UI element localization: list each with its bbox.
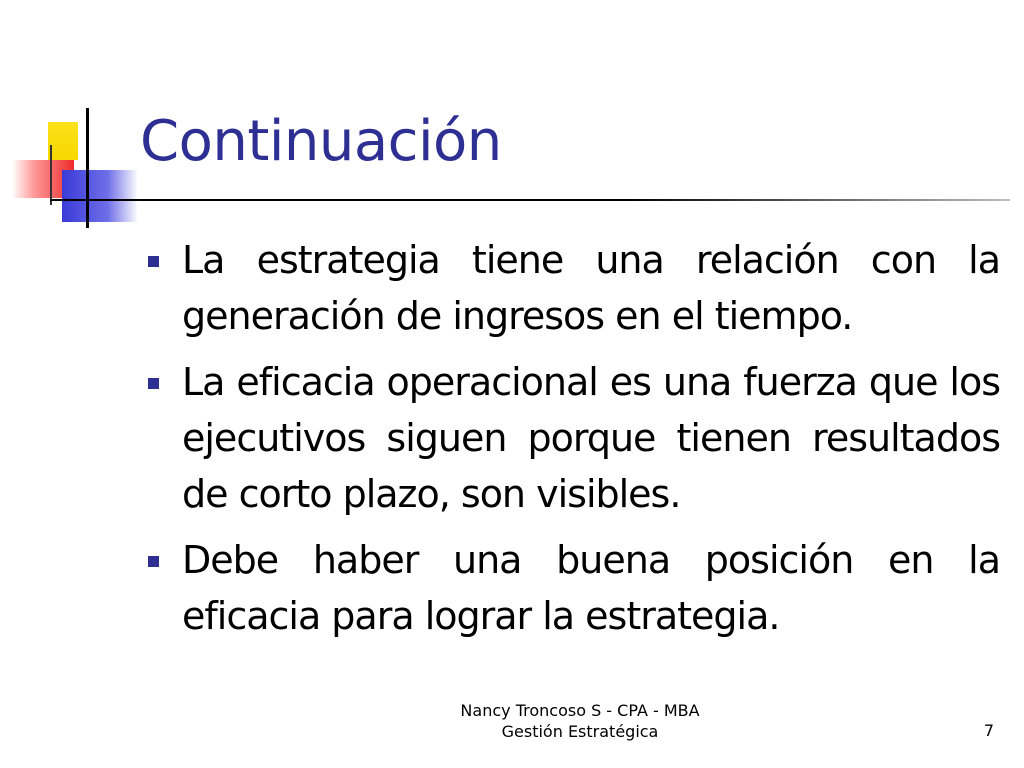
slide-title: Continuación: [140, 109, 502, 174]
bullet-item: [140, 232, 1000, 344]
page-number: 7: [983, 721, 994, 740]
square-bullet-icon: [148, 378, 159, 389]
vertical-divider-thin: [50, 145, 52, 205]
bullet-text: Debe haber una buena posición en la eficacia para lograr la estrategia.: [182, 538, 1000, 638]
bullet-item: [140, 354, 1000, 522]
square-bullet-icon: [148, 556, 159, 567]
vertical-divider: [86, 108, 89, 228]
bullet-text: La eficacia operacional es una fuerza que los ejecutivos siguen porque tienen resultados de corto plazo, son visibles.: [182, 360, 1000, 516]
bullet-list: [140, 232, 1000, 654]
footer: [380, 700, 780, 742]
decorative-squares-logo: [0, 0, 160, 240]
title-underline: [50, 199, 1010, 201]
square-bullet-icon: [148, 256, 159, 267]
footer-course: Gestión Estratégica: [501, 722, 659, 741]
bullet-item: [140, 532, 1000, 644]
footer-author: Nancy Troncoso S - CPA - MBA: [460, 701, 700, 720]
blue-square-shape: [62, 170, 138, 222]
yellow-square-shape: [48, 122, 78, 160]
bullet-text: La estrategia tiene una relación con la generación de ingresos en el tiempo.: [182, 238, 1000, 338]
